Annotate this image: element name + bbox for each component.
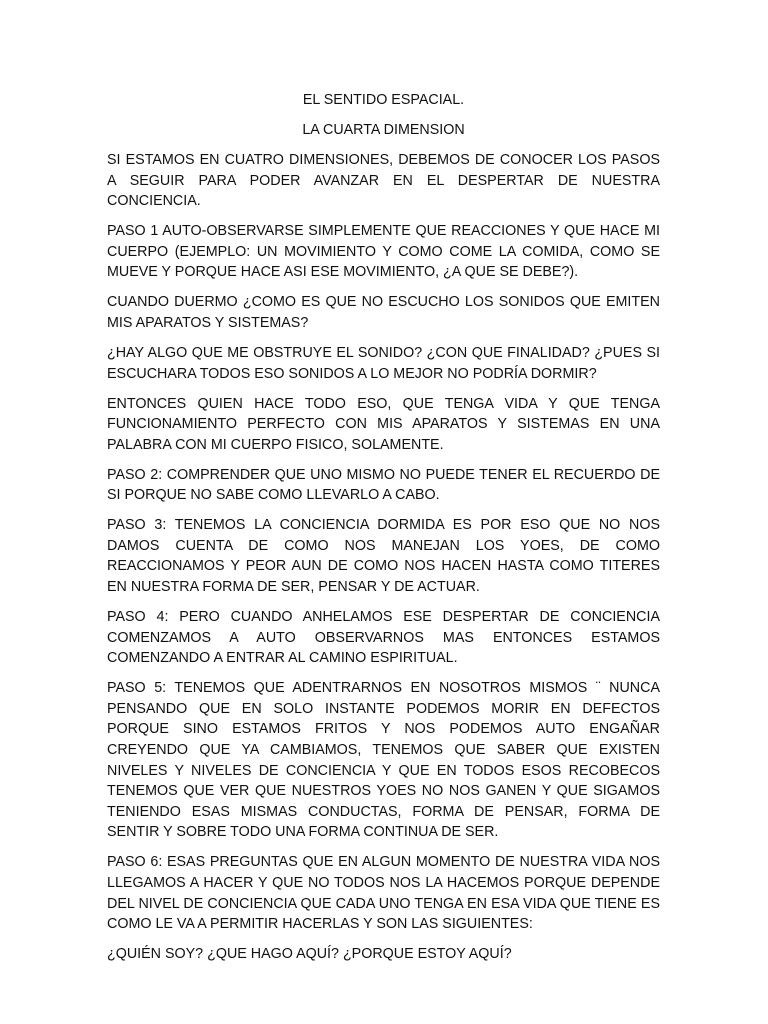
paragraph-question-sound: ¿HAY ALGO QUE ME OBSTRUYE EL SONIDO? ¿CON QUE FINALIDAD? ¿PUES SI ESCUCHARA TODOS ESO SONIDOS A LO MEJOR NO PODRÍA DORMIR? — [107, 344, 660, 382]
paragraph-paso-6: PASO 6: ESAS PREGUNTAS QUE EN ALGUN MOMENTO DE NUESTRA VIDA NOS LLEGAMOS A HACER Y QUE NO TODOS NOS LA HACEMOS PORQUE DEPENDE DEL NIVEL DE CONCIENCIA QUE CADA UNO TENGA EN ESA VIDA QUE TIENE ES COMO LE VA A PERMITIR HACERLAS Y SON LAS SIGUIENTES: — [107, 854, 660, 933]
document-page — [107, 90, 660, 974]
paragraph-paso-2: PASO 2: COMPRENDER QUE UNO MISMO NO PUEDE TENER EL RECUERDO DE SI PORQUE NO SABE COMO LLEVARLO A CABO. — [107, 466, 660, 504]
paragraph-intro: SI ESTAMOS EN CUATRO DIMENSIONES, DEBEMOS DE CONOCER LOS PASOS A SEGUIR PARA PODER AVANZAR EN EL DESPERTAR DE NUESTRA CONCIENCIA. — [107, 152, 660, 210]
paragraph-paso-4: PASO 4: PERO CUANDO ANHELAMOS ESE DESPERTAR DE CONCIENCIA COMENZAMOS A AUTO OBSERVARNOS MAS ENTONCES ESTAMOS COMENZANDO A ENTRAR AL CAMINO ESPIRITUAL. — [107, 609, 660, 667]
document-title: EL SENTIDO ESPACIAL. — [302, 92, 465, 108]
paragraph-paso-3: PASO 3: TENEMOS LA CONCIENCIA DORMIDA ES POR ESO QUE NO NOS DAMOS CUENTA DE COMO NOS MANEJAN LOS YOES, DE COMO REACCIONAMOS Y PEOR AUN DE COMO NOS HACEN HASTA COMO TITERES EN NUESTRA FORMA DE SER, PENSAR Y DE ACTUAR. — [107, 517, 660, 596]
paragraph-questions: ¿QUIÉN SOY? ¿QUE HAGO AQUÍ? ¿PORQUE ESTOY AQUÍ? — [107, 946, 512, 963]
paragraph-paso-1: PASO 1 AUTO-OBSERVARSE SIMPLEMENTE QUE REACCIONES Y QUE HACE MI CUERPO (EJEMPLO: UN MOVIMIENTO Y COMO COME LA COMIDA, COMO SE MUEVE Y PORQUE HACE ASI ESE MOVIMIENTO, ¿A QUE SE DEBE?). — [107, 223, 660, 281]
document-subtitle: LA CUARTA DIMENSION — [302, 122, 465, 138]
paragraph-question-sleep: CUANDO DUERMO ¿COMO ES QUE NO ESCUCHO LOS SONIDOS QUE EMITEN MIS APARATOS Y SISTEMAS? — [107, 294, 660, 331]
paragraph-paso-5: PASO 5: TENEMOS QUE ADENTRARNOS EN NOSOTROS MISMOS ¨ NUNCA PENSANDO QUE EN SOLO INSTANTE PODEMOS MORIR EN DEFECTOS PORQUE SINO ESTAMOS FRITOS Y NOS PODEMOS AUTO ENGAÑAR CREYENDO QUE YA CAMBIAMOS, TENEMOS QUE SABER QUE EXISTEN NIVELES Y NIVELES DE CONCIENCIA Y QUE EN TODOS ESOS RECOBECOS TENEMOS QUE VER QUE NUESTROS YOES NO NOS GANEN Y QUE SIGAMOS TENIENDO ESAS MISMAS CONDUCTAS, FORMA DE PENSAR, FORMA DE SENTIR Y SOBRE TODO UNA FORMA CONTINUA DE SER. — [107, 680, 660, 841]
paragraph-body: ENTONCES QUIEN HACE TODO ESO, QUE TENGA VIDA Y QUE TENGA FUNCIONAMIENTO PERFECTO CON MIS APARATOS Y SISTEMAS EN UNA PALABRA CON MI CUERPO FISICO, SOLAMENTE. — [107, 395, 660, 453]
